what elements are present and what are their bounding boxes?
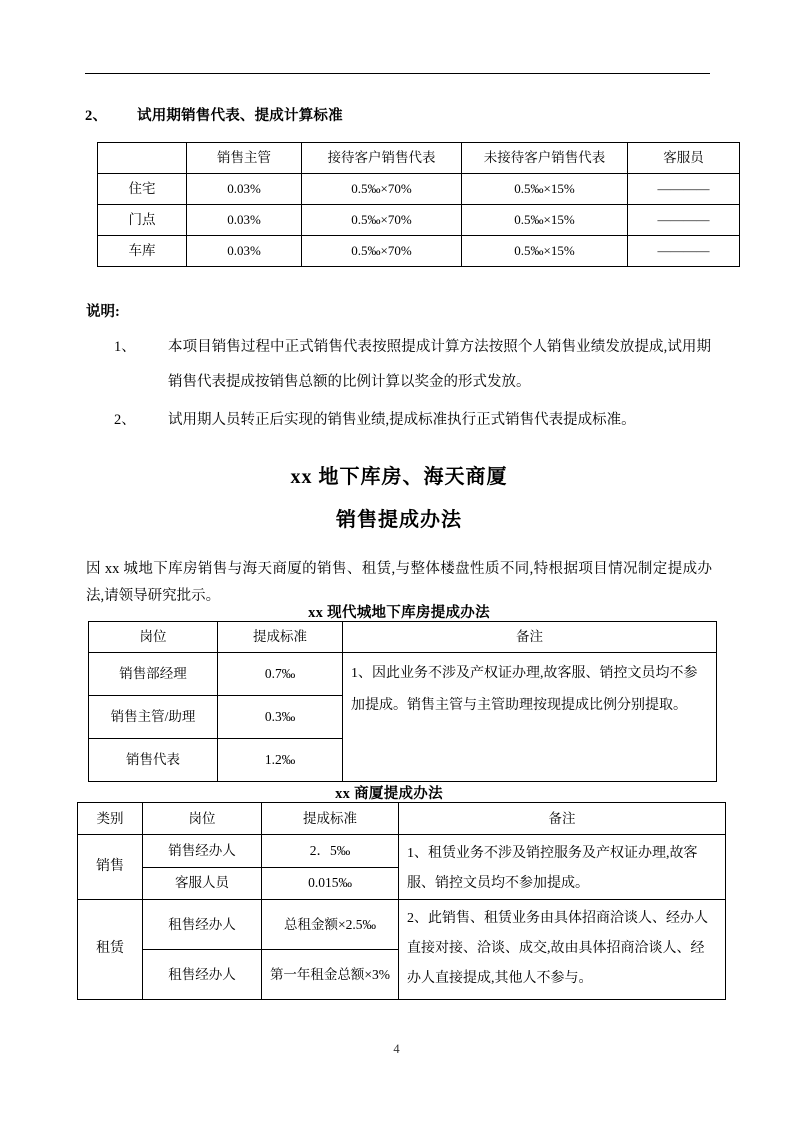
table-row [89, 653, 717, 696]
underground-warehouse-commission-table [88, 621, 717, 782]
header-divider [85, 73, 710, 74]
shangsha-commission-table [77, 802, 726, 1000]
table1-row0-col3: 0.5‰×15% [462, 174, 628, 205]
table1-row1-col2: 0.5‰×70% [302, 205, 462, 236]
table3-g1r0-position: 租售经办人 [143, 900, 262, 950]
table1-header-3: 未接待客户销售代表 [462, 143, 628, 174]
table2-row1-position: 销售主管/助理 [89, 696, 218, 739]
table1-row2-label: 车库 [98, 236, 187, 267]
table1-header-1: 销售主管 [187, 143, 302, 174]
table-row [98, 205, 740, 236]
notes-list [86, 330, 711, 441]
table1-header-0 [98, 143, 187, 174]
table1-row2-col2: 0.5‰×70% [302, 236, 462, 267]
page-number: 4 [393, 1042, 400, 1056]
table1-row1-col3: 0.5‰×15% [462, 205, 628, 236]
table-row [78, 835, 726, 868]
table-header-row [78, 803, 726, 835]
table3-g0r1-position: 客服人员 [143, 867, 262, 900]
list-item [86, 330, 711, 400]
table3-g0r0-standard: 2．5‰ [262, 835, 399, 868]
table1-row1-col4: ———— [628, 205, 740, 236]
table3-header-1: 岗位 [143, 803, 262, 835]
table1-row2-col4: ———— [628, 236, 740, 267]
table2-header-1: 提成标准 [218, 622, 343, 653]
table2-row2-standard: 1.2‰ [218, 739, 343, 782]
table2-row0-standard: 0.7‰ [218, 653, 343, 696]
table2-caption: xx 现代城地下库房提成办法 [308, 605, 490, 621]
table3-g1r1-standard: 第一年租金总额×3% [262, 950, 399, 1000]
probation-commission-table [97, 142, 740, 267]
note-index-1: 1、 [114, 339, 136, 355]
note-index-2: 2、 [114, 412, 136, 428]
table-row [98, 236, 740, 267]
table2-remark: 1、因此业务不涉及产权证办理,故客服、销控文员均不参加提成。销售主管与主管助理按现提成比例分别提取。 [343, 653, 717, 782]
table-header-row [89, 622, 717, 653]
table1-row0-label: 住宅 [98, 174, 187, 205]
section-heading-text: 试用期销售代表、提成计算标准 [137, 108, 343, 124]
section-heading-number: 2、 [85, 108, 108, 124]
table2-row2-position: 销售代表 [89, 739, 218, 782]
table3-g0r0-position: 销售经办人 [143, 835, 262, 868]
table2-row1-standard: 0.3‰ [218, 696, 343, 739]
table3-g0r1-standard: 0.015‰ [262, 867, 399, 900]
table2-header-0: 岗位 [89, 622, 218, 653]
table3-g1r1-position: 租售经办人 [143, 950, 262, 1000]
note-text-2: 试用期人员转正后实现的销售业绩,提成标准执行正式销售代表提成标准。 [168, 412, 636, 428]
table3-group1-category: 租赁 [78, 900, 143, 1000]
table1-header-2: 接待客户销售代表 [302, 143, 462, 174]
note-text-1: 本项目销售过程中正式销售代表按照提成计算方法按照个人销售业绩发放提成,试用期销售代表提成按销售总额的比例计算以奖金的形式发放。 [168, 339, 711, 390]
table3-header-0: 类别 [78, 803, 143, 835]
table1-row0-col1: 0.03% [187, 174, 302, 205]
table-row [78, 900, 726, 950]
list-item [86, 403, 711, 438]
section-heading [85, 104, 715, 125]
table1-row2-col3: 0.5‰×15% [462, 236, 628, 267]
page-title-line1: xx 地下库房、海天商厦 [290, 466, 508, 488]
table3-g1r0-standard: 总租金额×2.5‰ [262, 900, 399, 950]
table2-header-2: 备注 [343, 622, 717, 653]
notes-label: 说明: [86, 304, 120, 320]
table-header-row [98, 143, 740, 174]
table1-row1-col1: 0.03% [187, 205, 302, 236]
table1-row1-label: 门点 [98, 205, 187, 236]
table1-header-4: 客服员 [628, 143, 740, 174]
table3-group0-category: 销售 [78, 835, 143, 900]
table1-row0-col2: 0.5‰×70% [302, 174, 462, 205]
table3-header-2: 提成标准 [262, 803, 399, 835]
table3-remark-sales: 1、租赁业务不涉及销控服务及产权证办理,故客服、销控文员均不参加提成。 [399, 835, 726, 900]
table1-row0-col4: ———— [628, 174, 740, 205]
table3-header-3: 备注 [399, 803, 726, 835]
table3-caption: xx 商厦提成办法 [335, 786, 443, 802]
page-title-line2: 销售提成办法 [336, 509, 462, 531]
table2-row0-position: 销售部经理 [89, 653, 218, 696]
table1-row2-col1: 0.03% [187, 236, 302, 267]
intro-paragraph: 因 xx 城地下库房销售与海天商厦的销售、租赁,与整体楼盘性质不同,特根据项目情况制定提成办法,请领导研究批示。 [86, 561, 712, 604]
table-row [98, 174, 740, 205]
table3-remark-lease: 2、此销售、租赁业务由具体招商洽谈人、经办人直接对接、洽谈、成交,故由具体招商洽谈人、经办人直接提成,其他人不参与。 [399, 900, 726, 1000]
